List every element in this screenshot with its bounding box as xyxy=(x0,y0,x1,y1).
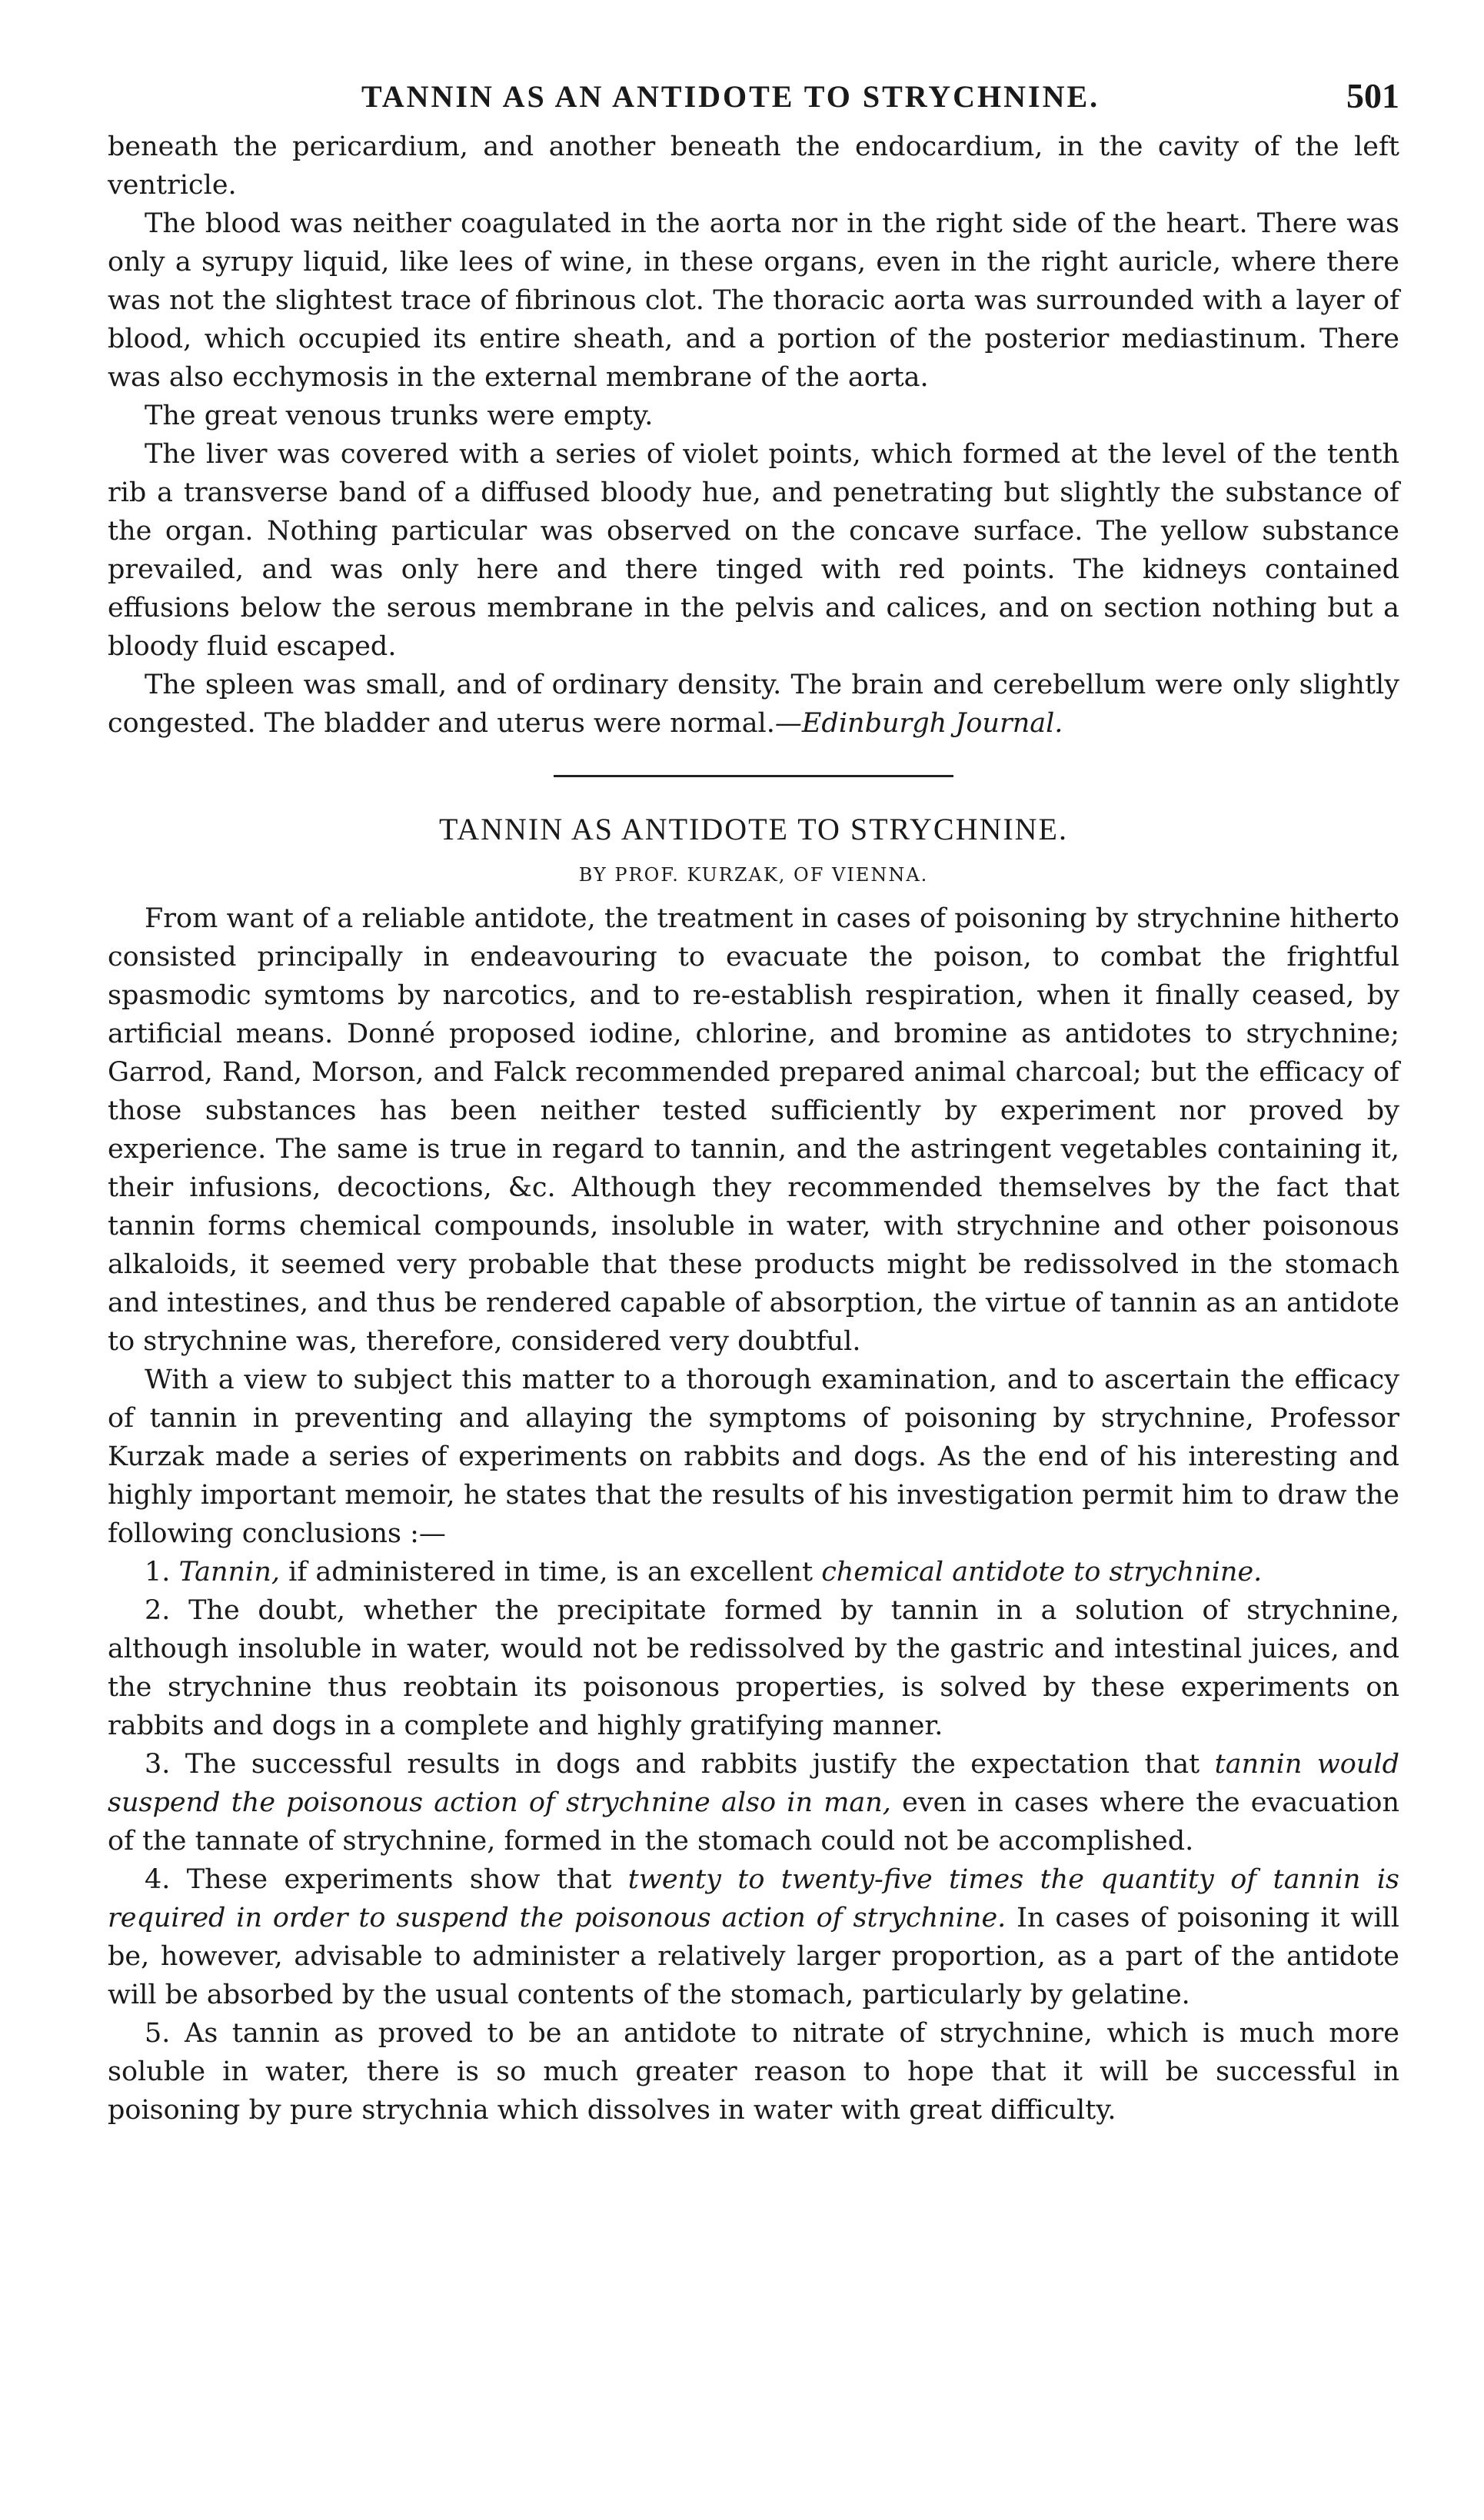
paragraph: The blood was neither coagulated in the aorta nor in the right side of the heart. There was only a syrupy liquid, like lees of wine, in these organs, even in the right auricle, where there was not the slightest trace of fibrinous clot. The thoracic aorta was surrounded with a layer of blood, which occupied its entire sheath, and a portion of the posterior mediastinum. There was also ecchymosis in the external membrane of the aorta. xyxy=(108,208,1399,393)
paragraph-text: The spleen was small, and of ordinary density. The brain and cerebellum were only slightly congested. The bladder and uterus were normal. xyxy=(108,670,1399,739)
running-title: TANNIN AS AN ANTIDOTE TO STRYCHNINE. xyxy=(361,79,1100,114)
conclusion-italic: tannin would suspend the poisonous action of strychnine also in man, xyxy=(108,1749,1399,1818)
running-head xyxy=(108,74,1399,128)
conclusion-4 xyxy=(108,1860,1399,2014)
paragraph: The liver was covered with a series of violet points, which formed at the level of the tenth rib a transverse band of a diffused bloody hue, and penetrating but slightly the substance of the organ. Nothing particular was observed on the concave surface. The yellow substance prevailed, and was only here and there tinged with red points. The kidneys contained effusions below the serous membrane in the pelvis and calices, and on section nothing but a bloody fluid escaped. xyxy=(108,439,1399,662)
conclusion-1 xyxy=(108,1553,1399,1591)
source-citation: —Edinburgh Journal. xyxy=(774,708,1063,739)
section-divider xyxy=(554,775,953,777)
conclusion-text: even in cases where the evacuation of the tannate of strychnine, formed in the stomach could not be accomplished. xyxy=(108,1787,1399,1857)
paragraph: The great venous trunks were empty. xyxy=(145,401,654,431)
article-title: TANNIN AS ANTIDOTE TO STRYCHNINE. xyxy=(439,812,1068,846)
conclusion-italic: twenty to twenty-five times the quantity of tannin is required in order to suspend the poisonous action of strychnine. xyxy=(108,1864,1399,1933)
page-number: 501 xyxy=(1346,76,1399,115)
first-article-continuation xyxy=(108,128,1399,743)
conclusion-text: In cases of poisoning it will be, however, advisable to administer a relatively larger proportion, as a part of the antidote will be absorbed by the usual contents of the stomach, particularly by gelatine. xyxy=(108,1903,1399,2010)
conclusion-text: if administered in time, is an excellent xyxy=(280,1557,822,1587)
conclusion-text: 4. These experiments show that xyxy=(145,1864,628,1895)
journal-page xyxy=(108,74,1399,2129)
conclusions-list xyxy=(108,1553,1399,2129)
paragraph-with-source xyxy=(108,666,1399,743)
conclusion-italic: Tannin, xyxy=(178,1557,280,1587)
conclusion-number: 1. xyxy=(145,1557,171,1587)
paragraph: beneath the pericardium, and another beneath the endocardium, in the cavity of the left ventricle. xyxy=(108,131,1399,201)
paragraph: With a view to subject this matter to a thorough examination, and to ascertain the efficacy of tannin in preventing and allaying the symptoms of poisoning by strychnine, Professor Kurzak made a series of experiments on rabbits and dogs. As the end of his interesting and highly important memoir, he states that the results of his investigation permit him to draw the following conclusions :— xyxy=(108,1365,1399,1549)
conclusion-italic: chemical antidote to strychnine. xyxy=(821,1557,1263,1587)
second-article-body xyxy=(108,899,1399,2129)
article-byline: BY PROF. KURZAK, OF VIENNA. xyxy=(578,864,929,886)
conclusion-2: 2. The doubt, whether the precipitate formed by tannin in a solution of strychnine, although insoluble in water, would not be redissolved by the gastric and intestinal juices, and the strychnine thus reobtain its poisonous properties, is solved by these experiments on rabbits and dogs in a complete and highly gratifying manner. xyxy=(108,1595,1399,1741)
conclusion-5: 5. As tannin as proved to be an antidote to nitrate of strychnine, which is much more soluble in water, there is so much greater reason to hope that it will be successful in poisoning by pure strychnia which dissolves in water with great difficulty. xyxy=(108,2018,1399,2126)
conclusion-3 xyxy=(108,1745,1399,1860)
paragraph: From want of a reliable antidote, the treatment in cases of poisoning by strychnine hitherto consisted principally in endeavouring to evacuate the poison, to combat the frightful spasmodic symtoms by narcotics, and to re-establish respiration, when it finally ceased, by artificial means. Donné proposed iodine, chlorine, and bromine as antidotes to strychnine; Garrod, Rand, Morson, and Falck recommended prepared animal charcoal; but the efficacy of those substances has been neither tested sufficiently by experiment nor proved by experience. The same is true in regard to tannin, and the astringent vegetables containing it, their infusions, decoctions, &c. Although they recommended themselves by the fact that tannin forms chemical compounds, insoluble in water, with strychnine and other poisonous alkaloids, it seemed very probable that these products might be redissolved in the stomach and intestines, and thus be rendered capable of absorption, the virtue of tannin as an antidote to strychnine was, therefore, considered very doubtful. xyxy=(108,903,1399,1357)
conclusion-text: 3. The successful results in dogs and rabbits justify the expectation that xyxy=(145,1749,1215,1780)
